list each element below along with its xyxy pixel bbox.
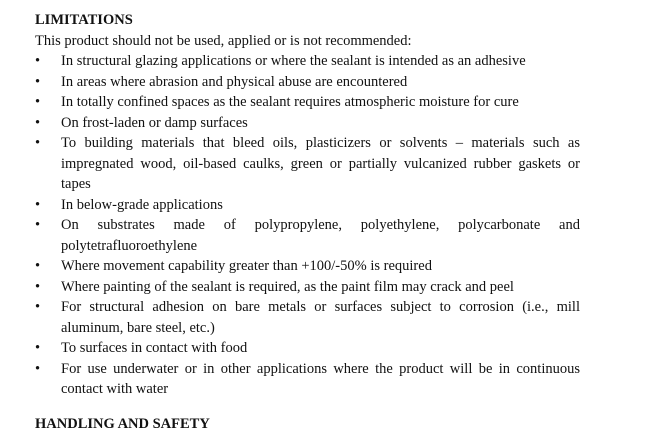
bullet-icon: • [35,114,41,131]
bullet-icon: • [35,196,41,213]
list-item-text: On frost-laden or damp surfaces [61,114,248,131]
list-item-text: Where painting of the sealant is required, as the paint film may crack and peel [61,278,514,295]
list-item [35,338,580,359]
list-item-text: For structural adhesion on bare metals or surfaces subject to corrosion (i.e., mill aluminum, bare steel, etc.) [61,299,580,336]
list-item [35,359,580,400]
limitations-heading: LIMITATIONS [35,12,133,28]
bullet-icon: • [35,258,41,274]
limitations-list [35,51,580,400]
limitations-intro: This product should not be used, applied or is not recommended: [35,32,412,49]
list-item [35,195,580,216]
list-item [35,113,580,134]
list-item-text: For use underwater or in other applications where the product will be in continuous contact with water [61,360,580,397]
list-item-text: In below-grade applications [61,196,223,213]
list-item [35,133,580,195]
list-item [35,51,580,72]
list-item [35,277,580,298]
bullet-icon: • [35,53,41,69]
list-item [35,92,580,113]
list-item-text: On substrates made of polypropylene, polyethylene, polycarbonate and polytetrafluoroethylene [61,217,580,254]
bullet-icon: • [35,135,41,151]
list-item-text: To building materials that bleed oils, plasticizers or solvents – materials such as impregnated wood, oil-based caulks, green or partially vulcanized rubber gaskets or tapes [61,135,580,192]
section-spacer [35,400,580,414]
bullet-icon: • [35,340,41,356]
list-item [35,72,580,93]
bullet-icon: • [35,299,41,315]
bullet-icon: • [35,73,41,90]
list-item [35,215,580,256]
list-item [35,297,580,338]
document-page [35,10,580,434]
list-item-text: Where movement capability greater than +100/-50% is required [61,258,432,274]
bullet-icon: • [35,217,41,233]
bullet-icon: • [35,360,41,377]
bullet-icon: • [35,278,41,295]
bullet-icon: • [35,94,41,110]
list-item-text: To surfaces in contact with food [61,340,248,356]
list-item [35,256,580,277]
handling-heading: HANDLING AND SAFETY [35,415,210,432]
list-item-text: In totally confined spaces as the sealant requires atmospheric moisture for cure [61,94,519,110]
list-item-text: In areas where abrasion and physical abuse are encountered [61,73,408,90]
list-item-text: In structural glazing applications or where the sealant is intended as an adhesive [61,53,526,69]
